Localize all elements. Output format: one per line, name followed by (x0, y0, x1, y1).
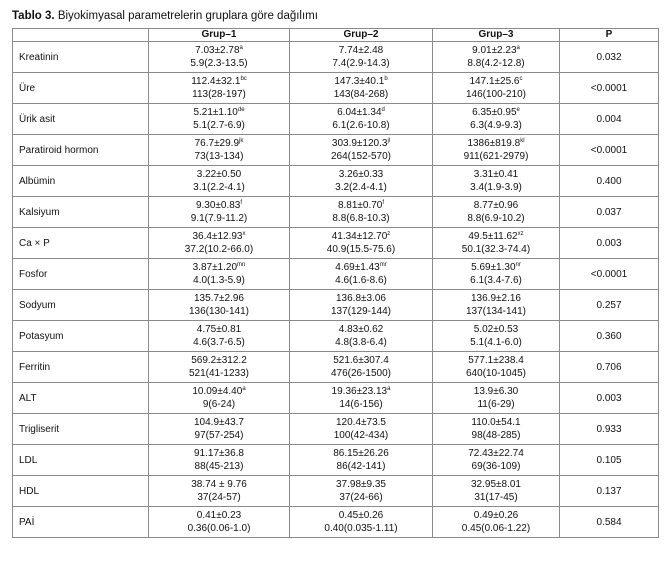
median-range-value: 3.1(2.2-4.1) (193, 182, 245, 193)
group-3-cell (433, 73, 560, 104)
group-2-cell (290, 383, 433, 414)
parameter-name: LDL (13, 445, 149, 476)
group-1-cell (149, 414, 290, 445)
p-value: 0.257 (560, 290, 659, 321)
significance-marker: a (516, 45, 520, 51)
mean-sd-value (149, 292, 289, 305)
group-3-cell (433, 507, 560, 538)
group-1-cell (149, 259, 290, 290)
median-range-value: 37(24-66) (339, 492, 383, 503)
parameter-name: Kalsiyum (13, 197, 149, 228)
group-3-cell (433, 42, 560, 73)
p-value: 0.003 (560, 228, 659, 259)
parameter-name: Üre (13, 73, 149, 104)
significance-marker: b (384, 76, 388, 82)
table-row (13, 42, 659, 73)
mean-sd-text: 5.21±1.10 (193, 107, 238, 118)
mean-sd-value (149, 447, 289, 460)
mean-sd-text: 6.04±1.34 (337, 107, 382, 118)
mean-sd-value (149, 137, 289, 150)
median-range-value: 4.0(1.3-5.9) (193, 275, 245, 286)
group-1-cell (149, 73, 290, 104)
mean-sd-text: 120.4±73.5 (336, 417, 386, 428)
table-row (13, 166, 659, 197)
median-range-value: 146(100-210) (465, 89, 527, 100)
significance-marker: e (516, 107, 520, 113)
mean-sd-text: 3.87±1.20 (192, 262, 238, 273)
mean-sd-text: 7.03±2.78 (195, 45, 240, 56)
significance-marker: bc (240, 76, 247, 82)
header-group-2: Grup–2 (290, 29, 433, 42)
group-3-cell (433, 166, 560, 197)
median-range-value: 6.3(4.9-9.3) (470, 120, 522, 131)
mean-sd-text: 4.69±1.43 (335, 262, 380, 273)
parameter-name: Ürik asit (13, 104, 149, 135)
median-range-value: 8.8(6.8-10.3) (332, 213, 390, 224)
mean-sd-value (290, 230, 432, 243)
median-range-value: 137(129-144) (330, 306, 392, 317)
mean-sd-text: 147.1±25.6 (469, 76, 520, 87)
biochemical-parameters-table (12, 28, 659, 538)
median-range-value: 3.4(1.9-3.9) (470, 182, 522, 193)
caption-label: Tablo 3. (12, 10, 55, 22)
mean-sd-value (433, 75, 559, 88)
group-2-cell (290, 507, 433, 538)
mean-sd-text: 36.4±12.93 (192, 231, 243, 242)
mean-sd-value (290, 354, 432, 367)
mean-sd-text: 32.95±8.01 (471, 479, 521, 490)
significance-marker: a (242, 386, 246, 392)
group-2-cell (290, 476, 433, 507)
median-range-value: 37.2(10.2-66.0) (184, 244, 254, 255)
mean-sd-text: 3.26±0.33 (338, 169, 384, 180)
mean-sd-text: 104.9±43.7 (194, 417, 244, 428)
mean-sd-text: 86.15±26.26 (333, 448, 389, 459)
mean-sd-text: 91.17±36.8 (194, 448, 244, 459)
significance-marker: f (240, 200, 243, 206)
mean-sd-text: 19.36±23.13 (331, 386, 388, 397)
median-range-value: 136(130-141) (188, 306, 250, 317)
group-1-cell (149, 383, 290, 414)
median-range-value: 521(41-1233) (188, 368, 250, 379)
mean-sd-value (290, 168, 432, 181)
mean-sd-value (149, 106, 289, 119)
mean-sd-text: 1386±819.8 (467, 138, 521, 149)
mean-sd-text: 9.01±2.23 (472, 45, 517, 56)
parameter-name: Trigliserit (13, 414, 149, 445)
table-row (13, 414, 659, 445)
mean-sd-value (149, 323, 289, 336)
mean-sd-value (149, 230, 289, 243)
median-range-value: 4.6(1.6-8.6) (335, 275, 387, 286)
mean-sd-text: 0.45±0.26 (338, 510, 384, 521)
table-row (13, 73, 659, 104)
p-value: <0.0001 (560, 259, 659, 290)
table-caption (12, 9, 318, 23)
mean-sd-text: 3.22±0.50 (196, 169, 242, 180)
table-row (13, 507, 659, 538)
group-1-cell (149, 166, 290, 197)
mean-sd-text: 135.7±2.96 (194, 293, 244, 304)
mean-sd-text: 72.43±22.74 (468, 448, 524, 459)
median-range-value: 6.1(3.4-7.6) (470, 275, 522, 286)
group-2-cell (290, 321, 433, 352)
mean-sd-value (433, 292, 559, 305)
group-1-cell (149, 197, 290, 228)
table-row (13, 290, 659, 321)
mean-sd-text: 10.09±4.40 (192, 386, 243, 397)
median-range-value: 11(6-29) (477, 399, 515, 410)
mean-sd-value (290, 44, 432, 57)
mean-sd-value (433, 385, 559, 398)
significance-marker: mn (237, 262, 246, 268)
group-2-cell (290, 135, 433, 166)
median-range-value: 97(57-254) (194, 430, 244, 441)
mean-sd-text: 38.74 ± 9.76 (191, 479, 247, 490)
p-value: 0.400 (560, 166, 659, 197)
mean-sd-value (149, 478, 289, 491)
group-3-cell (433, 259, 560, 290)
group-3-cell (433, 104, 560, 135)
group-2-cell (290, 414, 433, 445)
mean-sd-value (149, 44, 289, 57)
mean-sd-value (290, 478, 432, 491)
significance-marker: a (239, 45, 243, 51)
table-row (13, 135, 659, 166)
mean-sd-value (290, 447, 432, 460)
significance-marker: a (387, 386, 391, 392)
group-3-cell (433, 321, 560, 352)
significance-marker: xz (517, 231, 524, 237)
group-3-cell (433, 228, 560, 259)
mean-sd-text: 8.81±0.70 (337, 200, 383, 211)
table-row (13, 321, 659, 352)
parameter-name: Ca × P (13, 228, 149, 259)
p-value: 0.032 (560, 42, 659, 73)
parameter-name: Sodyum (13, 290, 149, 321)
table-row (13, 259, 659, 290)
mean-sd-value (433, 230, 559, 243)
mean-sd-value (290, 416, 432, 429)
median-range-value: 4.6(3.7-6.5) (193, 337, 245, 348)
mean-sd-value (433, 354, 559, 367)
group-1-cell (149, 228, 290, 259)
mean-sd-text: 5.69±1.30 (471, 262, 516, 273)
mean-sd-text: 577.1±238.4 (468, 355, 524, 366)
p-value: 0.037 (560, 197, 659, 228)
group-1-cell (149, 290, 290, 321)
p-value: 0.004 (560, 104, 659, 135)
group-3-cell (433, 135, 560, 166)
median-range-value: 8.8(6.9-10.2) (467, 213, 525, 224)
mean-sd-text: 9.30±0.83 (195, 200, 241, 211)
parameter-name: Fosfor (13, 259, 149, 290)
mean-sd-value (149, 509, 289, 522)
header-group-3: Grup–3 (433, 29, 560, 42)
mean-sd-text: 303.9±120.3 (331, 138, 388, 149)
mean-sd-value (433, 168, 559, 181)
mean-sd-value (290, 385, 432, 398)
parameter-name: Albümin (13, 166, 149, 197)
group-2-cell (290, 352, 433, 383)
median-range-value: 5.1(2.7-6.9) (193, 120, 245, 131)
median-range-value: 73(13-134) (194, 151, 244, 162)
significance-marker: x (242, 231, 246, 237)
mean-sd-value (433, 416, 559, 429)
median-range-value: 50.1(32.3-74.4) (461, 244, 531, 255)
table-row (13, 104, 659, 135)
mean-sd-value (433, 323, 559, 336)
group-1-cell (149, 104, 290, 135)
mean-sd-value (433, 509, 559, 522)
parameter-name: Ferritin (13, 352, 149, 383)
mean-sd-value (149, 75, 289, 88)
median-range-value: 911(621-2979) (463, 151, 529, 162)
mean-sd-text: 0.49±0.26 (473, 510, 519, 521)
parameter-name: Kreatinin (13, 42, 149, 73)
median-range-value: 9(6-24) (202, 399, 236, 410)
median-range-value: 6.1(2.6-10.8) (332, 120, 390, 131)
median-range-value: 100(42-434) (333, 430, 389, 441)
mean-sd-value (290, 199, 432, 212)
median-range-value: 98(48-285) (471, 430, 521, 441)
header-p-value: P (560, 29, 659, 42)
mean-sd-value (433, 261, 559, 274)
median-range-value: 8.8(4.2-12.8) (467, 58, 525, 69)
group-2-cell (290, 259, 433, 290)
mean-sd-value (433, 44, 559, 57)
mean-sd-value (290, 509, 432, 522)
significance-marker: c (519, 76, 523, 82)
group-1-cell (149, 476, 290, 507)
mean-sd-value (290, 323, 432, 336)
group-1-cell (149, 352, 290, 383)
mean-sd-text: 147.3±40.1 (334, 76, 385, 87)
mean-sd-text: 136.8±3.06 (336, 293, 386, 304)
mean-sd-value (290, 261, 432, 274)
median-range-value: 86(42-141) (336, 461, 386, 472)
median-range-value: 69(36-109) (471, 461, 521, 472)
significance-marker: nr (515, 262, 521, 268)
parameter-name: Paratiroid hormon (13, 135, 149, 166)
group-2-cell (290, 166, 433, 197)
mean-sd-value (433, 137, 559, 150)
group-2-cell (290, 445, 433, 476)
mean-sd-value (149, 199, 289, 212)
p-value: 0.933 (560, 414, 659, 445)
p-value: <0.0001 (560, 73, 659, 104)
parameter-name: PAİ (13, 507, 149, 538)
significance-marker: z (387, 231, 391, 237)
mean-sd-value (433, 478, 559, 491)
mean-sd-text: 0.41±0.23 (196, 510, 242, 521)
median-range-value: 143(84-268) (333, 89, 389, 100)
mean-sd-text: 136.9±2.16 (471, 293, 521, 304)
header-group-1: Grup–1 (149, 29, 290, 42)
significance-marker: de (237, 107, 245, 113)
significance-marker: f (382, 200, 385, 206)
table-row (13, 228, 659, 259)
median-range-value: 4.8(3.8-6.4) (335, 337, 387, 348)
mean-sd-value (149, 261, 289, 274)
median-range-value: 14(6-156) (339, 399, 383, 410)
median-range-value: 88(45-213) (194, 461, 244, 472)
caption-text: Biyokimyasal parametrelerin gruplara göre dağılımı (57, 10, 318, 22)
group-2-cell (290, 197, 433, 228)
median-range-value: 264(152-570) (330, 151, 392, 162)
significance-marker: mr (379, 262, 387, 268)
p-value: 0.137 (560, 476, 659, 507)
median-range-value: 5.1(4.1-6.0) (470, 337, 522, 348)
median-range-value: 640(10-1045) (465, 368, 527, 379)
p-value: <0.0001 (560, 135, 659, 166)
table-row (13, 352, 659, 383)
mean-sd-text: 76.7±29.9 (194, 138, 240, 149)
median-range-value: 7.4(2.9-14.3) (332, 58, 390, 69)
mean-sd-text: 4.75±0.81 (196, 324, 242, 335)
mean-sd-text: 6.35±0.95 (472, 107, 517, 118)
p-value: 0.584 (560, 507, 659, 538)
group-3-cell (433, 383, 560, 414)
group-2-cell (290, 42, 433, 73)
table-row (13, 476, 659, 507)
median-range-value: 113(28-197) (192, 89, 246, 100)
group-1-cell (149, 445, 290, 476)
group-2-cell (290, 104, 433, 135)
group-3-cell (433, 445, 560, 476)
mean-sd-text: 4.83±0.62 (338, 324, 384, 335)
median-range-value: 31(17-45) (474, 492, 518, 503)
parameter-name: Potasyum (13, 321, 149, 352)
mean-sd-value (433, 106, 559, 119)
mean-sd-value (290, 106, 432, 119)
mean-sd-value (433, 199, 559, 212)
group-3-cell (433, 414, 560, 445)
mean-sd-value (433, 447, 559, 460)
group-2-cell (290, 228, 433, 259)
mean-sd-text: 7.74±2.48 (338, 45, 384, 56)
parameter-name: HDL (13, 476, 149, 507)
mean-sd-text: 521.6±307.4 (333, 355, 389, 366)
median-range-value: 40.9(15.5-75.6) (326, 244, 396, 255)
median-range-value: 9.1(7.9-11.2) (190, 213, 248, 224)
median-range-value: 0.45(0.06-1.22) (461, 523, 531, 534)
significance-marker: jk (239, 138, 244, 144)
significance-marker: kl (520, 138, 525, 144)
group-1-cell (149, 507, 290, 538)
median-range-value: 137(134-141) (465, 306, 527, 317)
mean-sd-value (149, 354, 289, 367)
mean-sd-text: 112.4±32.1 (191, 76, 241, 87)
group-1-cell (149, 42, 290, 73)
median-range-value: 476(26-1500) (330, 368, 392, 379)
group-3-cell (433, 290, 560, 321)
p-value: 0.105 (560, 445, 659, 476)
header-parameter (13, 29, 149, 42)
mean-sd-text: 5.02±0.53 (473, 324, 519, 335)
mean-sd-value (290, 137, 432, 150)
mean-sd-text: 8.77±0.96 (473, 200, 519, 211)
mean-sd-value (290, 292, 432, 305)
header-row (13, 29, 659, 42)
mean-sd-value (149, 168, 289, 181)
p-value: 0.360 (560, 321, 659, 352)
median-range-value: 0.40(0.035-1.11) (324, 523, 398, 534)
mean-sd-text: 110.0±54.1 (471, 417, 521, 428)
median-range-value: 0.36(0.06-1.0) (187, 523, 251, 534)
mean-sd-value (149, 416, 289, 429)
mean-sd-value (149, 385, 289, 398)
p-value: 0.706 (560, 352, 659, 383)
group-1-cell (149, 321, 290, 352)
table-row (13, 197, 659, 228)
mean-sd-text: 37.98±9.35 (336, 479, 386, 490)
median-range-value: 5.9(2.3-13.5) (190, 58, 248, 69)
group-2-cell (290, 73, 433, 104)
mean-sd-text: 569.2±312.2 (191, 355, 247, 366)
significance-marker: d (381, 107, 385, 113)
median-range-value: 3.2(2.4-4.1) (335, 182, 387, 193)
group-3-cell (433, 476, 560, 507)
mean-sd-text: 49.5±11.62 (468, 231, 518, 242)
parameter-name: ALT (13, 383, 149, 414)
mean-sd-text: 41.34±12.70 (331, 231, 388, 242)
group-3-cell (433, 197, 560, 228)
p-value: 0.003 (560, 383, 659, 414)
group-1-cell (149, 135, 290, 166)
table-row (13, 445, 659, 476)
group-2-cell (290, 290, 433, 321)
group-3-cell (433, 352, 560, 383)
mean-sd-value (290, 75, 432, 88)
mean-sd-text: 3.31±0.41 (473, 169, 519, 180)
significance-marker: jl (387, 138, 391, 144)
median-range-value: 37(24-57) (197, 492, 241, 503)
table-row (13, 383, 659, 414)
mean-sd-text: 13.9±6.30 (473, 386, 519, 397)
